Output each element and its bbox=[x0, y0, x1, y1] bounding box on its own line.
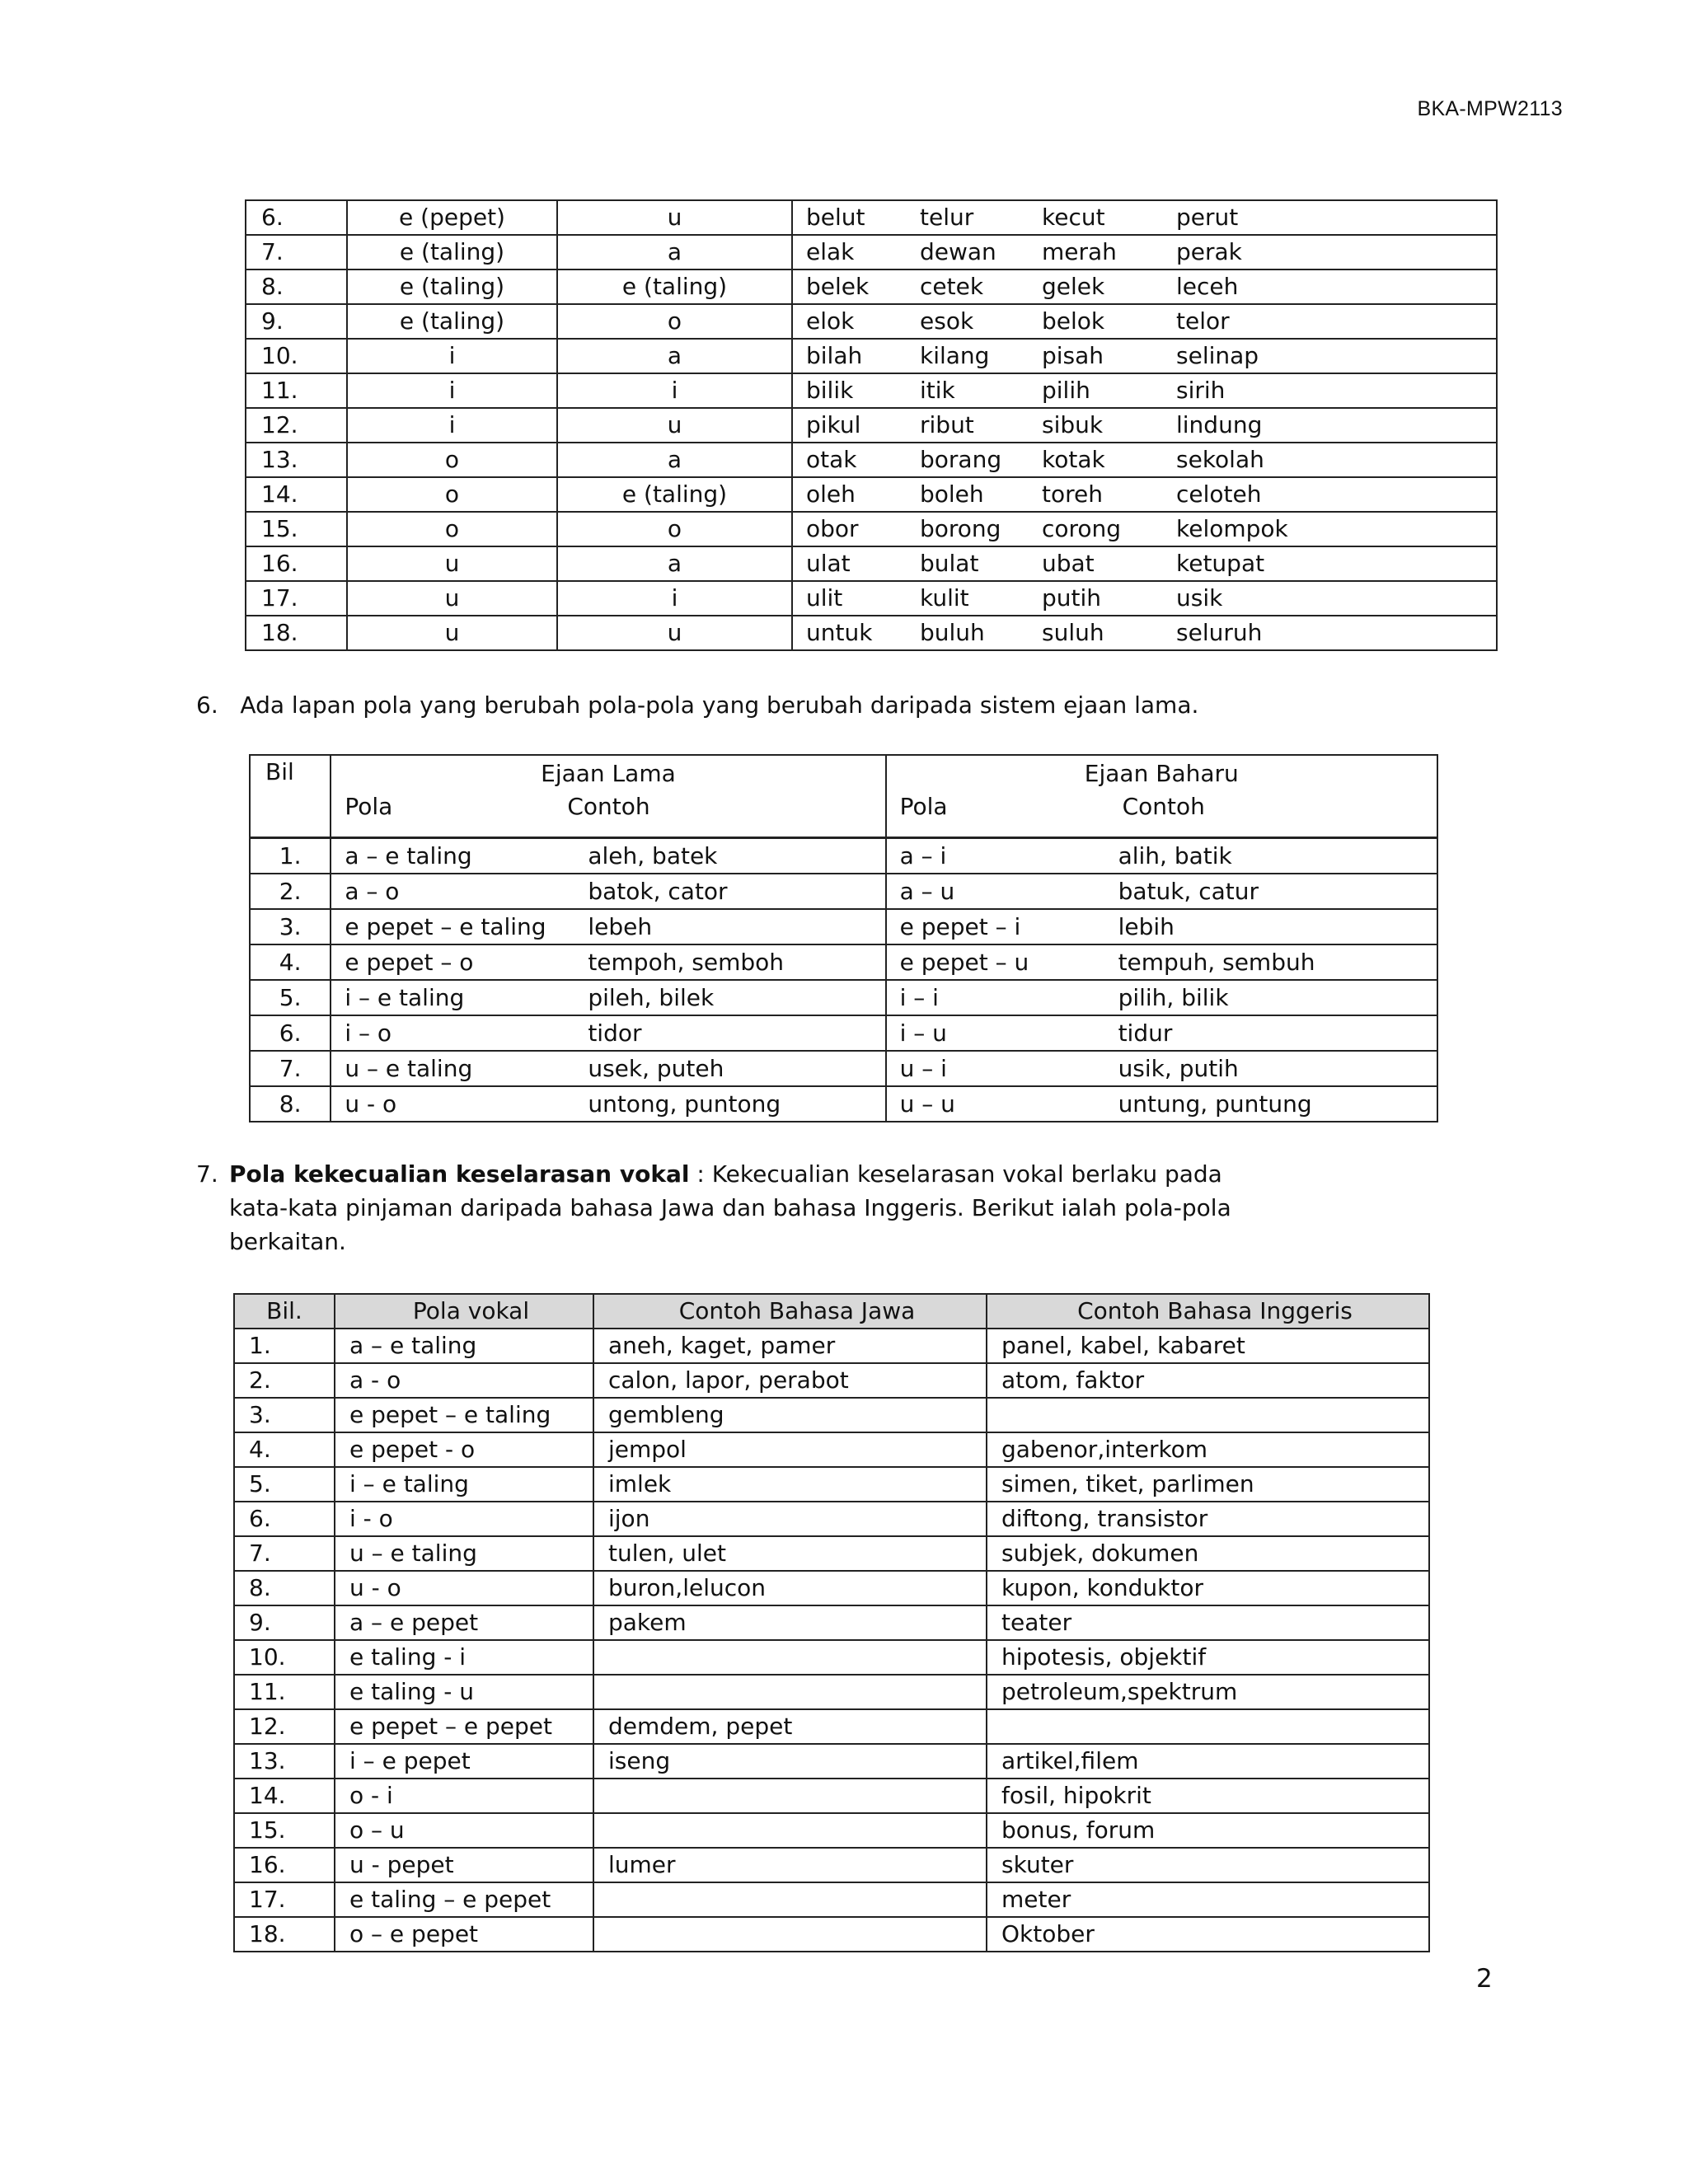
row-number: 18. bbox=[234, 1917, 335, 1952]
row-number: 5. bbox=[250, 980, 331, 1015]
table-row bbox=[246, 304, 1497, 339]
old-spelling-cell bbox=[331, 874, 885, 909]
example-word: kilang bbox=[920, 342, 990, 369]
row-number: 8. bbox=[234, 1571, 335, 1605]
section-7-text: : Kekecualian keselarasan vokal berlaku pada kata-kata pinjaman daripada bahasa Jawa dan bahasa Inggeris. Berikut ialah pola-pola berkaitan. bbox=[229, 1160, 1231, 1255]
inggeris-header: Contoh Bahasa Inggeris bbox=[987, 1294, 1429, 1329]
section-7-heading: Pola kekecualian keselarasan vokal bbox=[229, 1160, 690, 1188]
example-words bbox=[792, 269, 1497, 304]
table-row bbox=[246, 235, 1497, 269]
jawa-example-cell: gembleng bbox=[593, 1398, 987, 1432]
inggeris-example-cell: skuter bbox=[987, 1848, 1429, 1882]
table-row bbox=[250, 874, 1437, 909]
table-row bbox=[234, 1605, 1429, 1640]
example-word: merah bbox=[1042, 238, 1117, 265]
row-number: 18. bbox=[246, 616, 347, 650]
example-words bbox=[792, 235, 1497, 269]
pola-vokal-cell: e taling - i bbox=[335, 1640, 593, 1675]
pola-vokal-cell: i – e taling bbox=[335, 1467, 593, 1502]
second-vowel: u bbox=[557, 200, 792, 235]
jawa-example-cell: calon, lapor, perabot bbox=[593, 1363, 987, 1398]
example-words bbox=[792, 200, 1497, 235]
table-row bbox=[246, 443, 1497, 477]
table-row bbox=[234, 1744, 1429, 1779]
jawa-example-cell: buron,lelucon bbox=[593, 1571, 987, 1605]
table-row bbox=[250, 1051, 1437, 1086]
example-word: perut bbox=[1176, 204, 1239, 231]
example-word: lindung bbox=[1176, 411, 1263, 438]
jawa-example-cell: imlek bbox=[593, 1467, 987, 1502]
new-pola: i – u bbox=[899, 1019, 947, 1047]
pola-vokal-cell: o - i bbox=[335, 1779, 593, 1813]
table-row bbox=[246, 616, 1497, 650]
row-number: 7. bbox=[234, 1536, 335, 1571]
second-vowel: e (taling) bbox=[557, 269, 792, 304]
pola-vokal-cell: a – e pepet bbox=[335, 1605, 593, 1640]
example-word: perak bbox=[1176, 238, 1242, 265]
row-number: 7. bbox=[246, 235, 347, 269]
jawa-example-cell bbox=[593, 1675, 987, 1709]
table-row bbox=[234, 1779, 1429, 1813]
example-word: sirih bbox=[1176, 377, 1226, 404]
table-row bbox=[234, 1432, 1429, 1467]
row-number: 8. bbox=[246, 269, 347, 304]
pola-vokal-header: Pola vokal bbox=[335, 1294, 593, 1329]
table-row bbox=[234, 1848, 1429, 1882]
inggeris-example-cell: panel, kabel, kabaret bbox=[987, 1329, 1429, 1363]
example-words bbox=[792, 304, 1497, 339]
table-row bbox=[234, 1917, 1429, 1952]
new-pola: u – u bbox=[899, 1090, 955, 1118]
jawa-example-cell: pakem bbox=[593, 1605, 987, 1640]
row-number: 17. bbox=[234, 1882, 335, 1917]
table-row bbox=[234, 1709, 1429, 1744]
example-words bbox=[792, 408, 1497, 443]
table-row bbox=[246, 512, 1497, 546]
old-pola: e pepet – e taling bbox=[345, 913, 546, 940]
example-word: ketupat bbox=[1176, 550, 1265, 577]
table-row bbox=[246, 408, 1497, 443]
table-row bbox=[250, 1015, 1437, 1051]
example-word: pilih bbox=[1042, 377, 1090, 404]
pola-vokal-cell: i – e pepet bbox=[335, 1744, 593, 1779]
inggeris-example-cell: petroleum,spektrum bbox=[987, 1675, 1429, 1709]
first-vowel: o bbox=[347, 512, 557, 546]
document-code: BKA-MPW2113 bbox=[1417, 97, 1563, 120]
example-words bbox=[792, 339, 1497, 373]
first-vowel: u bbox=[347, 546, 557, 581]
example-word: kulit bbox=[920, 584, 969, 612]
jawa-example-cell: jempol bbox=[593, 1432, 987, 1467]
table-row bbox=[246, 581, 1497, 616]
example-word: itik bbox=[920, 377, 955, 404]
example-word: telur bbox=[920, 204, 974, 231]
section-6-number: 6. bbox=[196, 691, 218, 719]
new-spelling-title: Ejaan Baharu bbox=[1084, 760, 1239, 787]
table-row bbox=[246, 200, 1497, 235]
example-word: putih bbox=[1042, 584, 1102, 612]
new-pola: a – i bbox=[899, 842, 947, 869]
spelling-table-header bbox=[250, 755, 1437, 838]
section-7-paragraph bbox=[196, 1157, 1268, 1258]
example-word: ulit bbox=[806, 584, 843, 612]
row-number: 5. bbox=[234, 1467, 335, 1502]
row-number: 2. bbox=[234, 1363, 335, 1398]
table-row bbox=[250, 909, 1437, 944]
jawa-example-cell: demdem, pepet bbox=[593, 1709, 987, 1744]
table-row bbox=[246, 269, 1497, 304]
old-spelling-cell bbox=[331, 909, 885, 944]
example-words bbox=[792, 373, 1497, 408]
example-word: gelek bbox=[1042, 273, 1105, 300]
old-spelling-cell bbox=[331, 1051, 885, 1086]
row-number: 13. bbox=[246, 443, 347, 477]
vowel-exception-table bbox=[233, 1293, 1430, 1952]
inggeris-example-cell bbox=[987, 1709, 1429, 1744]
old-spelling-header bbox=[331, 755, 885, 838]
pola-vokal-cell: a – e taling bbox=[335, 1329, 593, 1363]
row-number: 15. bbox=[246, 512, 347, 546]
table-row bbox=[246, 546, 1497, 581]
pola-vokal-cell: a - o bbox=[335, 1363, 593, 1398]
example-word: celoteh bbox=[1176, 480, 1262, 508]
inggeris-example-cell: atom, faktor bbox=[987, 1363, 1429, 1398]
example-words bbox=[792, 581, 1497, 616]
example-word: selinap bbox=[1176, 342, 1259, 369]
example-word: sekolah bbox=[1176, 446, 1264, 473]
old-pola: a – o bbox=[345, 878, 400, 905]
old-pola: a – e taling bbox=[345, 842, 472, 869]
first-vowel: o bbox=[347, 443, 557, 477]
inggeris-example-cell: artikel,filem bbox=[987, 1744, 1429, 1779]
example-word: buluh bbox=[920, 619, 985, 646]
new-spelling-cell bbox=[886, 1015, 1437, 1051]
new-contoh: tempuh, sembuh bbox=[1118, 949, 1315, 976]
example-word: borong bbox=[920, 515, 1001, 542]
first-vowel: u bbox=[347, 616, 557, 650]
pola-vokal-cell: u - pepet bbox=[335, 1848, 593, 1882]
first-vowel: i bbox=[347, 339, 557, 373]
first-vowel: e (taling) bbox=[347, 304, 557, 339]
first-vowel: e (taling) bbox=[347, 269, 557, 304]
vowel-pattern-table bbox=[245, 199, 1498, 651]
old-pola: i – o bbox=[345, 1019, 392, 1047]
new-spelling-cell bbox=[886, 1086, 1437, 1122]
old-pola-header: Pola bbox=[345, 793, 393, 820]
row-number: 11. bbox=[246, 373, 347, 408]
new-contoh-header: Contoh bbox=[1122, 793, 1205, 820]
jawa-example-cell bbox=[593, 1779, 987, 1813]
inggeris-example-cell bbox=[987, 1398, 1429, 1432]
row-number: 10. bbox=[246, 339, 347, 373]
example-word: leceh bbox=[1176, 273, 1239, 300]
example-word: suluh bbox=[1042, 619, 1104, 646]
inggeris-example-cell: subjek, dokumen bbox=[987, 1536, 1429, 1571]
table-row bbox=[234, 1675, 1429, 1709]
jawa-example-cell: ijon bbox=[593, 1502, 987, 1536]
spelling-change-table bbox=[249, 754, 1438, 1122]
second-vowel: i bbox=[557, 373, 792, 408]
example-word: bilik bbox=[806, 377, 854, 404]
example-word: borang bbox=[920, 446, 1002, 473]
jawa-example-cell bbox=[593, 1882, 987, 1917]
new-pola: i – i bbox=[899, 984, 939, 1011]
old-pola: e pepet – o bbox=[345, 949, 474, 976]
table-row bbox=[250, 980, 1437, 1015]
second-vowel: o bbox=[557, 512, 792, 546]
first-vowel: i bbox=[347, 408, 557, 443]
new-pola: a – u bbox=[899, 878, 955, 905]
jawa-example-cell bbox=[593, 1640, 987, 1675]
table-row bbox=[234, 1329, 1429, 1363]
second-vowel: u bbox=[557, 616, 792, 650]
example-word: ubat bbox=[1042, 550, 1095, 577]
new-pola-header: Pola bbox=[899, 793, 948, 820]
example-word: kotak bbox=[1042, 446, 1105, 473]
row-number: 12. bbox=[246, 408, 347, 443]
bil-header: Bil. bbox=[234, 1294, 335, 1329]
row-number: 15. bbox=[234, 1813, 335, 1848]
new-contoh: lebih bbox=[1118, 913, 1175, 940]
row-number: 6. bbox=[234, 1502, 335, 1536]
inggeris-example-cell: diftong, transistor bbox=[987, 1502, 1429, 1536]
section-7-number: 7. bbox=[196, 1160, 218, 1188]
inggeris-example-cell: meter bbox=[987, 1882, 1429, 1917]
row-number: 4. bbox=[234, 1432, 335, 1467]
pola-vokal-cell: e pepet – e taling bbox=[335, 1398, 593, 1432]
old-spelling-cell bbox=[331, 1086, 885, 1122]
pola-vokal-cell: e pepet – e pepet bbox=[335, 1709, 593, 1744]
example-word: usik bbox=[1176, 584, 1223, 612]
example-words bbox=[792, 546, 1497, 581]
old-pola: u – e taling bbox=[345, 1055, 473, 1082]
table-row bbox=[234, 1571, 1429, 1605]
row-number: 1. bbox=[234, 1329, 335, 1363]
example-word: toreh bbox=[1042, 480, 1103, 508]
old-spelling-title: Ejaan Lama bbox=[541, 760, 676, 787]
example-word: telor bbox=[1176, 307, 1230, 335]
example-word: obor bbox=[806, 515, 859, 542]
row-number: 6. bbox=[250, 1015, 331, 1051]
row-number: 16. bbox=[246, 546, 347, 581]
second-vowel: o bbox=[557, 304, 792, 339]
exception-table-header bbox=[234, 1294, 1429, 1329]
new-pola: e pepet – u bbox=[899, 949, 1029, 976]
example-word: belek bbox=[806, 273, 870, 300]
old-contoh: aleh, batek bbox=[588, 842, 718, 869]
new-pola: u – i bbox=[899, 1055, 947, 1082]
second-vowel: i bbox=[557, 581, 792, 616]
jawa-example-cell: aneh, kaget, pamer bbox=[593, 1329, 987, 1363]
table-row bbox=[234, 1882, 1429, 1917]
old-contoh: tidor bbox=[588, 1019, 642, 1047]
section-6-text: Ada lapan pola yang berubah pola-pola yang berubah daripada sistem ejaan lama. bbox=[240, 691, 1199, 719]
old-pola: u - o bbox=[345, 1090, 397, 1118]
row-number: 9. bbox=[234, 1605, 335, 1640]
example-word: belok bbox=[1042, 307, 1105, 335]
pola-vokal-cell: e taling – e pepet bbox=[335, 1882, 593, 1917]
row-number: 17. bbox=[246, 581, 347, 616]
second-vowel: a bbox=[557, 339, 792, 373]
first-vowel: e (pepet) bbox=[347, 200, 557, 235]
inggeris-example-cell: Oktober bbox=[987, 1917, 1429, 1952]
example-word: kecut bbox=[1042, 204, 1105, 231]
example-word: oleh bbox=[806, 480, 856, 508]
example-word: dewan bbox=[920, 238, 996, 265]
pola-vokal-cell: u – e taling bbox=[335, 1536, 593, 1571]
row-number: 8. bbox=[250, 1086, 331, 1122]
jawa-example-cell bbox=[593, 1813, 987, 1848]
example-word: cetek bbox=[920, 273, 984, 300]
example-word: esok bbox=[920, 307, 974, 335]
old-contoh: batok, cator bbox=[588, 878, 728, 905]
table-row bbox=[250, 944, 1437, 980]
example-words bbox=[792, 443, 1497, 477]
row-number: 7. bbox=[250, 1051, 331, 1086]
inggeris-example-cell: bonus, forum bbox=[987, 1813, 1429, 1848]
row-number: 4. bbox=[250, 944, 331, 980]
first-vowel: i bbox=[347, 373, 557, 408]
row-number: 14. bbox=[234, 1779, 335, 1813]
pola-vokal-cell: o – u bbox=[335, 1813, 593, 1848]
row-number: 9. bbox=[246, 304, 347, 339]
table-row bbox=[234, 1640, 1429, 1675]
jawa-example-cell: tulen, ulet bbox=[593, 1536, 987, 1571]
example-word: ulat bbox=[806, 550, 851, 577]
pola-vokal-cell: o – e pepet bbox=[335, 1917, 593, 1952]
inggeris-example-cell: hipotesis, objektif bbox=[987, 1640, 1429, 1675]
new-contoh: pilih, bilik bbox=[1118, 984, 1229, 1011]
bil-header: Bil bbox=[250, 755, 331, 838]
new-contoh: alih, batik bbox=[1118, 842, 1232, 869]
example-words bbox=[792, 477, 1497, 512]
example-words bbox=[792, 512, 1497, 546]
example-word: pikul bbox=[806, 411, 861, 438]
row-number: 6. bbox=[246, 200, 347, 235]
inggeris-example-cell: kupon, konduktor bbox=[987, 1571, 1429, 1605]
row-number: 13. bbox=[234, 1744, 335, 1779]
table-row bbox=[234, 1502, 1429, 1536]
old-spelling-cell bbox=[331, 838, 885, 874]
example-word: kelompok bbox=[1176, 515, 1288, 542]
pola-vokal-cell: e taling - u bbox=[335, 1675, 593, 1709]
row-number: 10. bbox=[234, 1640, 335, 1675]
example-word: otak bbox=[806, 446, 857, 473]
row-number: 11. bbox=[234, 1675, 335, 1709]
example-word: bulat bbox=[920, 550, 979, 577]
example-word: untuk bbox=[806, 619, 873, 646]
new-contoh: tidur bbox=[1118, 1019, 1173, 1047]
first-vowel: u bbox=[347, 581, 557, 616]
example-word: boleh bbox=[920, 480, 984, 508]
old-contoh: lebeh bbox=[588, 913, 653, 940]
example-word: belut bbox=[806, 204, 865, 231]
example-words bbox=[792, 616, 1497, 650]
jawa-header: Contoh Bahasa Jawa bbox=[593, 1294, 987, 1329]
new-spelling-header bbox=[886, 755, 1437, 838]
jawa-example-cell: iseng bbox=[593, 1744, 987, 1779]
new-contoh: untung, puntung bbox=[1118, 1090, 1312, 1118]
row-number: 16. bbox=[234, 1848, 335, 1882]
old-pola: i – e taling bbox=[345, 984, 465, 1011]
table-row bbox=[250, 838, 1437, 874]
table-row bbox=[246, 373, 1497, 408]
example-word: ribut bbox=[920, 411, 974, 438]
table-row bbox=[250, 1086, 1437, 1122]
example-word: elok bbox=[806, 307, 855, 335]
pola-vokal-cell: i - o bbox=[335, 1502, 593, 1536]
table-row bbox=[234, 1467, 1429, 1502]
old-spelling-cell bbox=[331, 980, 885, 1015]
example-word: bilah bbox=[806, 342, 863, 369]
old-contoh: pileh, bilek bbox=[588, 984, 715, 1011]
new-spelling-cell bbox=[886, 980, 1437, 1015]
first-vowel: e (taling) bbox=[347, 235, 557, 269]
jawa-example-cell: lumer bbox=[593, 1848, 987, 1882]
table-row bbox=[246, 339, 1497, 373]
example-word: corong bbox=[1042, 515, 1122, 542]
old-contoh: usek, puteh bbox=[588, 1055, 724, 1082]
old-contoh: untong, puntong bbox=[588, 1090, 781, 1118]
section-6-paragraph bbox=[196, 688, 1198, 722]
pola-vokal-cell: u - o bbox=[335, 1571, 593, 1605]
second-vowel: u bbox=[557, 408, 792, 443]
example-word: seluruh bbox=[1176, 619, 1263, 646]
table-row bbox=[234, 1536, 1429, 1571]
new-pola: e pepet – i bbox=[899, 913, 1021, 940]
pola-vokal-cell: e pepet - o bbox=[335, 1432, 593, 1467]
new-contoh: batuk, catur bbox=[1118, 878, 1259, 905]
row-number: 3. bbox=[250, 909, 331, 944]
table-row bbox=[246, 477, 1497, 512]
inggeris-example-cell: teater bbox=[987, 1605, 1429, 1640]
inggeris-example-cell: gabenor,interkom bbox=[987, 1432, 1429, 1467]
row-number: 3. bbox=[234, 1398, 335, 1432]
second-vowel: a bbox=[557, 443, 792, 477]
example-word: sibuk bbox=[1042, 411, 1104, 438]
new-contoh: usik, putih bbox=[1118, 1055, 1239, 1082]
inggeris-example-cell: simen, tiket, parlimen bbox=[987, 1467, 1429, 1502]
second-vowel: e (taling) bbox=[557, 477, 792, 512]
row-number: 2. bbox=[250, 874, 331, 909]
example-word: elak bbox=[806, 238, 855, 265]
second-vowel: a bbox=[557, 546, 792, 581]
new-spelling-cell bbox=[886, 1051, 1437, 1086]
row-number: 1. bbox=[250, 838, 331, 874]
new-spelling-cell bbox=[886, 944, 1437, 980]
first-vowel: o bbox=[347, 477, 557, 512]
old-spelling-cell bbox=[331, 944, 885, 980]
second-vowel: a bbox=[557, 235, 792, 269]
new-spelling-cell bbox=[886, 874, 1437, 909]
example-word: pisah bbox=[1042, 342, 1104, 369]
old-contoh-header: Contoh bbox=[567, 793, 650, 820]
new-spelling-cell bbox=[886, 838, 1437, 874]
old-contoh: tempoh, semboh bbox=[588, 949, 784, 976]
new-spelling-cell bbox=[886, 909, 1437, 944]
table-row bbox=[234, 1398, 1429, 1432]
row-number: 14. bbox=[246, 477, 347, 512]
old-spelling-cell bbox=[331, 1015, 885, 1051]
jawa-example-cell bbox=[593, 1917, 987, 1952]
inggeris-example-cell: fosil, hipokrit bbox=[987, 1779, 1429, 1813]
table-row bbox=[234, 1363, 1429, 1398]
table-row bbox=[234, 1813, 1429, 1848]
page-number: 2 bbox=[1476, 1964, 1493, 1994]
row-number: 12. bbox=[234, 1709, 335, 1744]
